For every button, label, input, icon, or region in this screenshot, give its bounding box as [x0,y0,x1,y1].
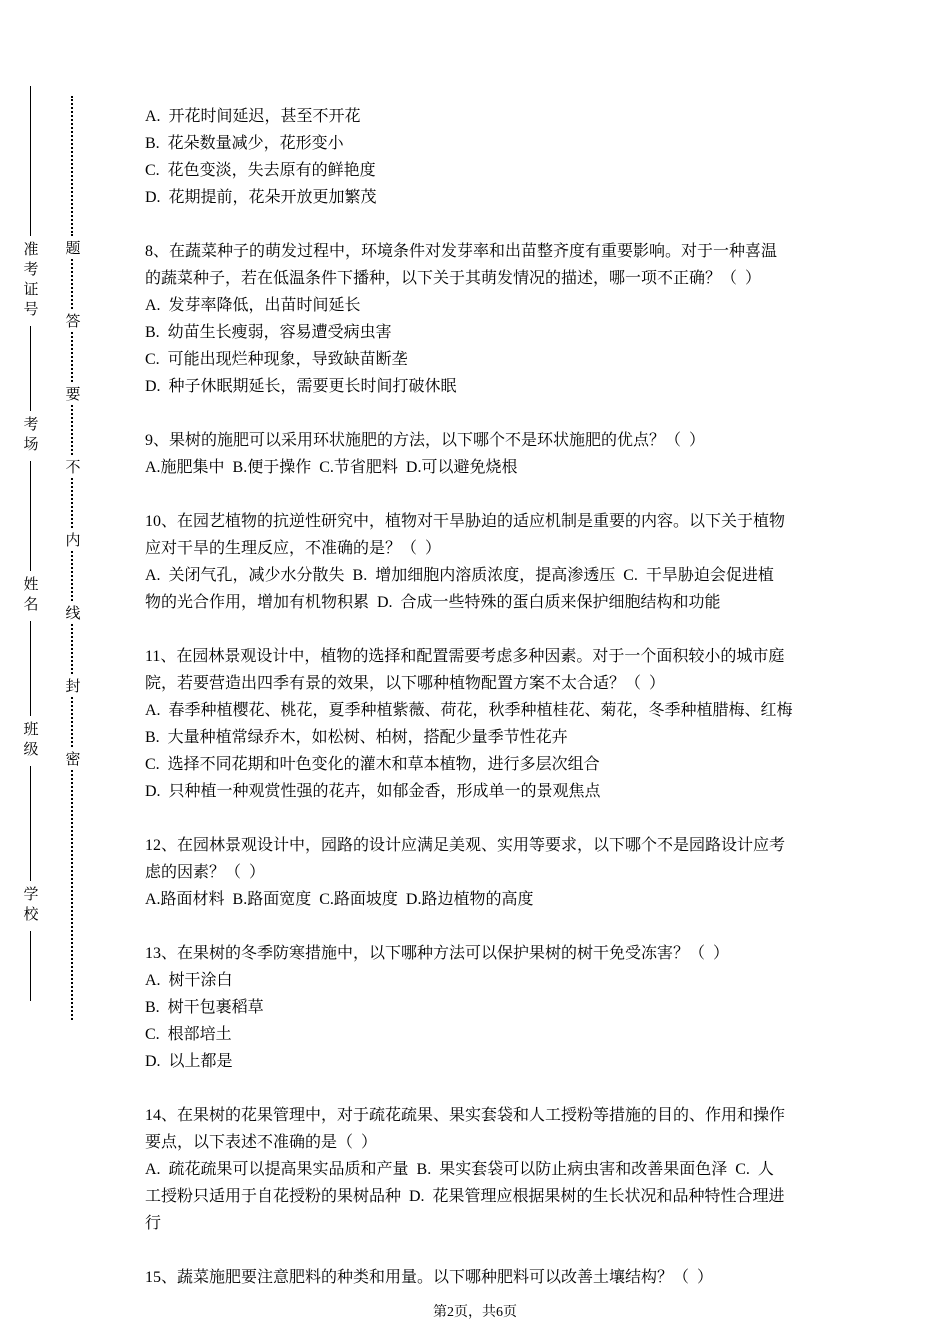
seal-char-1: 题 [63,240,80,255]
question-14-line-2: 要点，以下表述不准确的是（ ） [145,1134,378,1151]
question-7-options-line-1: A. 开花时间延迟，甚至不开花 [145,108,361,125]
info-fill-line [30,326,31,411]
question-10-line-1: 10、在园艺植物的抗逆性研究中，植物对干旱胁迫的适应机制是重要的内容。以下关于植物 [145,513,786,530]
info-fill-line [30,766,31,881]
question-9-line-1: 9、果树的施肥可以采用环状施肥的方法，以下哪个不是环状施肥的优点？（ ） [145,432,706,449]
question-9-line-2: A.施肥集中 B.便于操作 C.节省肥料 D.可以避免烧根 [145,459,518,476]
info-fill-line [30,461,31,571]
question-12-line-1: 12、在园林景观设计中，园路的设计应满足美观、实用等要求，以下哪个不是园路设计应考 [145,837,786,854]
info-fill-line [30,86,31,236]
page-footer [0,1303,950,1323]
question-14 [145,1102,838,1237]
question-8-line-3: A. 发芽率降低，出苗时间延长 [145,297,361,314]
question-7-options [145,103,838,211]
seal-char-4: 不 [63,459,80,474]
page-number: 第2页，共6页 [433,1305,517,1320]
seal-dotted-line [71,96,73,236]
question-11-line-3: A. 春季种植樱花、桃花，夏季种植紫薇、荷花，秋季种植桂花、菊花，冬季种植腊梅、红梅 [145,702,793,719]
question-10-line-3: A. 关闭气孔，减少水分散失 B. 增加细胞内溶质浓度，提高渗透压 C. 干旱胁迫会促进植 [145,567,774,584]
questions-area [145,103,838,1318]
question-8-line-2: 的蔬菜种子，若在低温条件下播种，以下关于其萌发情况的描述，哪一项不正确？（ ） [145,270,762,287]
question-11-line-4: B. 大量种植常绿乔木，如松树、柏树，搭配少量季节性花卉 [145,729,568,746]
seal-char-8: 密 [63,751,80,766]
seal-dotted-line [71,770,73,1020]
info-fill-line [30,931,31,1001]
seal-dotted-line [71,697,73,747]
info-label-class: 班级 [21,721,38,761]
question-12-line-3: A.路面材料 B.路面宽度 C.路面坡度 D.路边植物的高度 [145,891,534,908]
info-label-school: 学校 [21,886,38,926]
question-14-line-1: 14、在果树的花果管理中，对于疏花疏果、果实套袋和人工授粉等措施的目的、作用和操作 [145,1107,786,1124]
question-7-options-line-3: C. 花色变淡，失去原有的鲜艳度 [145,162,376,179]
info-label-exam-room: 考场 [21,416,38,456]
info-fill-line [30,621,31,716]
seal-char-2: 答 [63,313,80,328]
question-10-line-4: 物的光合作用，增加有机物积累 D. 合成一些特殊的蛋白质来保护细胞结构和功能 [145,594,721,611]
question-14-line-4: 工授粉只适用于自花授粉的果树品种 D. 花果管理应根据果树的生长状况和品种特性合理进 [145,1188,785,1205]
question-14-line-3: A. 疏花疏果可以提高果实品质和产量 B. 果实套袋可以防止病虫害和改善果面色泽 C. 人 [145,1161,774,1178]
question-11-line-5: C. 选择不同花期和叶色变化的灌木和草本植物，进行多层次组合 [145,756,600,773]
question-8-line-4: B. 幼苗生长瘦弱，容易遭受病虫害 [145,324,392,341]
seal-dotted-line [71,405,73,455]
question-10-line-2: 应对干旱的生理反应，不准确的是？（ ） [145,540,442,557]
question-9 [145,427,838,481]
question-13-line-4: C. 根部培土 [145,1026,232,1043]
question-13-line-3: B. 树干包裹稻草 [145,999,264,1016]
question-11-line-2: 院，若要营造出四季有景的效果，以下哪种植物配置方案不太合适？（ ） [145,675,666,692]
question-8-line-5: C. 可能出现烂种现象，导致缺苗断垄 [145,351,408,368]
seal-char-5: 内 [63,532,80,547]
seal-line-strip [62,96,82,1020]
question-8-line-6: D. 种子休眠期延长，需要更长时间打破休眠 [145,378,457,395]
question-15 [145,1264,838,1291]
question-12-line-2: 虑的因素？（ ） [145,864,266,881]
question-11-line-6: D. 只种植一种观赏性强的花卉，如郁金香，形成单一的景观焦点 [145,783,601,800]
seal-dotted-line [71,259,73,309]
question-13-line-1: 13、在果树的冬季防寒措施中，以下哪种方法可以保护果树的树干免受冻害？（ ） [145,945,730,962]
seal-dotted-line [71,478,73,528]
seal-dotted-line [71,332,73,382]
question-13-line-2: A. 树干涂白 [145,972,233,989]
student-info-strip [16,86,44,1001]
question-15-line-1: 15、蔬菜施肥要注意肥料的种类和用量。以下哪种肥料可以改善土壤结构？（ ） [145,1269,714,1286]
question-8 [145,238,838,400]
info-label-student-name: 姓名 [21,576,38,616]
info-label-admission-ticket-number: 准考证号 [21,241,38,321]
question-10 [145,508,838,616]
seal-char-6: 线 [63,605,80,620]
question-12 [145,832,838,913]
seal-char-3: 要 [63,386,80,401]
question-11 [145,643,838,805]
seal-dotted-line [71,624,73,674]
question-13 [145,940,838,1075]
seal-dotted-line [71,551,73,601]
question-7-options-line-4: D. 花期提前，花朵开放更加繁茂 [145,189,377,206]
question-7-options-line-2: B. 花朵数量减少，花形变小 [145,135,344,152]
question-11-line-1: 11、在园林景观设计中，植物的选择和配置需要考虑多种因素。对于一个面积较小的城市庭 [145,648,785,665]
seal-char-7: 封 [63,678,80,693]
question-14-line-5: 行 [145,1215,162,1232]
question-13-line-5: D. 以上都是 [145,1053,233,1070]
question-8-line-1: 8、在蔬菜种子的萌发过程中，环境条件对发芽率和出苗整齐度有重要影响。对于一种喜温 [145,243,778,260]
